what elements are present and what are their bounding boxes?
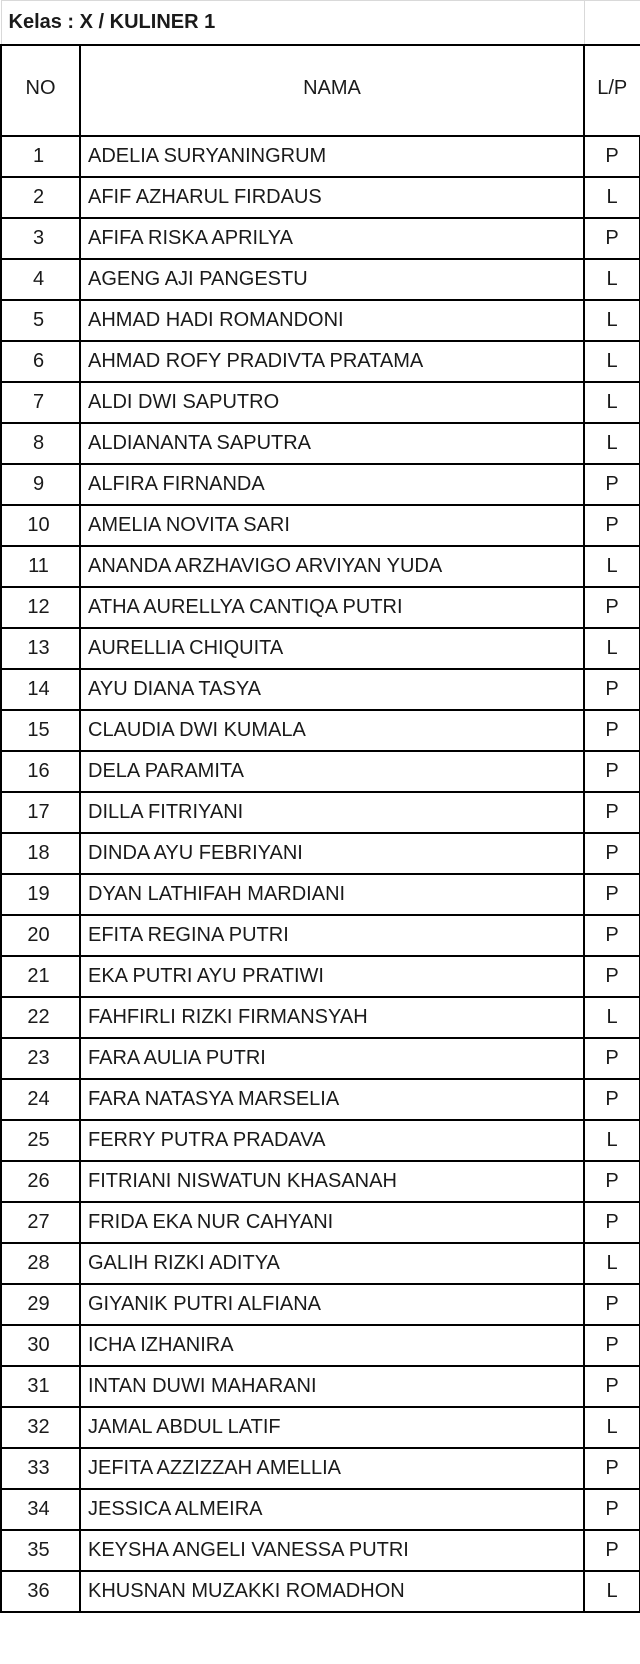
table-row: [1, 1489, 640, 1530]
cell-lp[interactable]: L: [584, 423, 640, 464]
cell-lp[interactable]: P: [584, 505, 640, 546]
cell-no[interactable]: 35: [1, 1530, 80, 1571]
table-row: [1, 1284, 640, 1325]
cell-nama[interactable]: AFIFA RISKA APRILYA: [80, 218, 584, 259]
cell-lp[interactable]: L: [584, 1407, 640, 1448]
cell-no[interactable]: 28: [1, 1243, 80, 1284]
cell-nama[interactable]: GALIH RIZKI ADITYA: [80, 1243, 584, 1284]
cell-nama[interactable]: ALFIRA FIRNANDA: [80, 464, 584, 505]
cell-lp[interactable]: L: [584, 1243, 640, 1284]
cell-lp[interactable]: L: [584, 300, 640, 341]
cell-nama[interactable]: AGENG AJI PANGESTU: [80, 259, 584, 300]
cell-lp[interactable]: L: [584, 382, 640, 423]
table-row: [1, 1530, 640, 1571]
cell-nama[interactable]: INTAN DUWI MAHARANI: [80, 1366, 584, 1407]
table-row: [1, 628, 640, 669]
table-row: [1, 915, 640, 956]
table-row: [1, 1448, 640, 1489]
table-row: [1, 546, 640, 587]
cell-nama[interactable]: ATHA AURELLYA CANTIQA PUTRI: [80, 587, 584, 628]
cell-no[interactable]: 33: [1, 1448, 80, 1489]
cell-lp[interactable]: P: [584, 1038, 640, 1079]
column-header-lp[interactable]: L/P: [584, 45, 640, 136]
cell-nama[interactable]: FRIDA EKA NUR CAHYANI: [80, 1202, 584, 1243]
cell-nama[interactable]: EKA PUTRI AYU PRATIWI: [80, 956, 584, 997]
table-row: [1, 710, 640, 751]
cell-no[interactable]: 16: [1, 751, 80, 792]
cell-nama[interactable]: AURELLIA CHIQUITA: [80, 628, 584, 669]
table-row: [1, 177, 640, 218]
cell-no[interactable]: 15: [1, 710, 80, 751]
cell-nama[interactable]: AHMAD HADI ROMANDONI: [80, 300, 584, 341]
cell-nama[interactable]: FERRY PUTRA PRADAVA: [80, 1120, 584, 1161]
table-row: [1, 1325, 640, 1366]
cell-lp[interactable]: P: [584, 1366, 640, 1407]
cell-nama[interactable]: DILLA FITRIYANI: [80, 792, 584, 833]
cell-no[interactable]: 18: [1, 833, 80, 874]
table-row: [1, 259, 640, 300]
cell-no[interactable]: 36: [1, 1571, 80, 1612]
cell-lp[interactable]: L: [584, 628, 640, 669]
table-row: [1, 1202, 640, 1243]
cell-nama[interactable]: KHUSNAN MUZAKKI ROMADHON: [80, 1571, 584, 1612]
cell-nama[interactable]: AYU DIANA TASYA: [80, 669, 584, 710]
class-title[interactable]: Kelas : X / KULINER 1: [1, 1, 584, 46]
cell-no[interactable]: 4: [1, 259, 80, 300]
cell-lp[interactable]: L: [584, 259, 640, 300]
cell-lp[interactable]: P: [584, 1489, 640, 1530]
table-row: [1, 1161, 640, 1202]
table-row: [1, 587, 640, 628]
cell-lp[interactable]: L: [584, 341, 640, 382]
cell-no[interactable]: 34: [1, 1489, 80, 1530]
table-row: [1, 956, 640, 997]
cell-lp[interactable]: P: [584, 956, 640, 997]
cell-nama[interactable]: JAMAL ABDUL LATIF: [80, 1407, 584, 1448]
cell-nama[interactable]: GIYANIK PUTRI ALFIANA: [80, 1284, 584, 1325]
table-row: [1, 1243, 640, 1284]
cell-nama[interactable]: AMELIA NOVITA SARI: [80, 505, 584, 546]
cell-lp[interactable]: L: [584, 1120, 640, 1161]
cell-nama[interactable]: KEYSHA ANGELI VANESSA PUTRI: [80, 1530, 584, 1571]
cell-no[interactable]: 14: [1, 669, 80, 710]
cell-lp[interactable]: P: [584, 833, 640, 874]
table-row: [1, 136, 640, 177]
cell-lp[interactable]: P: [584, 1079, 640, 1120]
cell-lp[interactable]: P: [584, 1202, 640, 1243]
cell-no[interactable]: 22: [1, 997, 80, 1038]
cell-no[interactable]: 21: [1, 956, 80, 997]
table-row: [1, 1366, 640, 1407]
cell-lp[interactable]: L: [584, 546, 640, 587]
cell-no[interactable]: 11: [1, 546, 80, 587]
cell-no[interactable]: 20: [1, 915, 80, 956]
cell-nama[interactable]: FITRIANI NISWATUN KHASANAH: [80, 1161, 584, 1202]
cell-nama[interactable]: DINDA AYU FEBRIYANI: [80, 833, 584, 874]
title-row: [1, 1, 640, 46]
cell-no[interactable]: 24: [1, 1079, 80, 1120]
cell-nama[interactable]: DYAN LATHIFAH MARDIANI: [80, 874, 584, 915]
table-row: [1, 1079, 640, 1120]
cell-no[interactable]: 1: [1, 136, 80, 177]
cell-nama[interactable]: ICHA IZHANIRA: [80, 1325, 584, 1366]
cell-lp[interactable]: P: [584, 710, 640, 751]
cell-nama[interactable]: ADELIA SURYANINGRUM: [80, 136, 584, 177]
cell-lp[interactable]: P: [584, 792, 640, 833]
cell-lp[interactable]: P: [584, 587, 640, 628]
cell-no[interactable]: 32: [1, 1407, 80, 1448]
cell-lp[interactable]: P: [584, 751, 640, 792]
table-row: [1, 1407, 640, 1448]
column-header-nama[interactable]: NAMA: [80, 45, 584, 136]
cell-no[interactable]: 5: [1, 300, 80, 341]
cell-no[interactable]: 26: [1, 1161, 80, 1202]
cell-nama[interactable]: AHMAD ROFY PRADIVTA PRATAMA: [80, 341, 584, 382]
cell-nama[interactable]: FAHFIRLI RIZKI FIRMANSYAH: [80, 997, 584, 1038]
cell-no[interactable]: 3: [1, 218, 80, 259]
table-row: [1, 464, 640, 505]
cell-lp[interactable]: P: [584, 669, 640, 710]
cell-nama[interactable]: EFITA REGINA PUTRI: [80, 915, 584, 956]
cell-no[interactable]: 25: [1, 1120, 80, 1161]
empty-cell[interactable]: [584, 1, 640, 46]
cell-nama[interactable]: AFIF AZHARUL FIRDAUS: [80, 177, 584, 218]
cell-lp[interactable]: L: [584, 1571, 640, 1612]
cell-nama[interactable]: CLAUDIA DWI KUMALA: [80, 710, 584, 751]
cell-lp[interactable]: P: [584, 1325, 640, 1366]
table-row: [1, 751, 640, 792]
cell-no[interactable]: 9: [1, 464, 80, 505]
table-row: [1, 300, 640, 341]
table-row: [1, 505, 640, 546]
table-row: [1, 669, 640, 710]
cell-no[interactable]: 13: [1, 628, 80, 669]
cell-nama[interactable]: ALDIANANTA SAPUTRA: [80, 423, 584, 464]
table-row: [1, 382, 640, 423]
table-row: [1, 341, 640, 382]
cell-nama[interactable]: JESSICA ALMEIRA: [80, 1489, 584, 1530]
cell-nama[interactable]: DELA PARAMITA: [80, 751, 584, 792]
cell-no[interactable]: 23: [1, 1038, 80, 1079]
cell-no[interactable]: 27: [1, 1202, 80, 1243]
cell-lp[interactable]: P: [584, 464, 640, 505]
cell-lp[interactable]: P: [584, 874, 640, 915]
cell-no[interactable]: 30: [1, 1325, 80, 1366]
cell-lp[interactable]: L: [584, 997, 640, 1038]
table-row: [1, 1120, 640, 1161]
table-row: [1, 218, 640, 259]
table-row: [1, 423, 640, 464]
cell-no[interactable]: 17: [1, 792, 80, 833]
cell-no[interactable]: 8: [1, 423, 80, 464]
cell-lp[interactable]: P: [584, 1530, 640, 1571]
cell-nama[interactable]: FARA NATASYA MARSELIA: [80, 1079, 584, 1120]
cell-no[interactable]: 31: [1, 1366, 80, 1407]
table-row: [1, 997, 640, 1038]
cell-lp[interactable]: P: [584, 136, 640, 177]
header-row: [1, 45, 640, 136]
cell-nama[interactable]: ALDI DWI SAPUTRO: [80, 382, 584, 423]
table-row: [1, 792, 640, 833]
table-row: [1, 1571, 640, 1612]
cell-lp[interactable]: P: [584, 915, 640, 956]
cell-no[interactable]: 19: [1, 874, 80, 915]
cell-no[interactable]: 29: [1, 1284, 80, 1325]
cell-lp[interactable]: P: [584, 218, 640, 259]
cell-no[interactable]: 10: [1, 505, 80, 546]
cell-no[interactable]: 7: [1, 382, 80, 423]
column-header-no[interactable]: NO: [1, 45, 80, 136]
table-row: [1, 1038, 640, 1079]
cell-lp[interactable]: P: [584, 1448, 640, 1489]
cell-nama[interactable]: JEFITA AZZIZZAH AMELLIA: [80, 1448, 584, 1489]
cell-lp[interactable]: P: [584, 1284, 640, 1325]
table-row: [1, 874, 640, 915]
cell-nama[interactable]: FARA AULIA PUTRI: [80, 1038, 584, 1079]
cell-lp[interactable]: P: [584, 1161, 640, 1202]
table-row: [1, 833, 640, 874]
cell-no[interactable]: 6: [1, 341, 80, 382]
cell-no[interactable]: 12: [1, 587, 80, 628]
cell-lp[interactable]: L: [584, 177, 640, 218]
cell-nama[interactable]: ANANDA ARZHAVIGO ARVIYAN YUDA: [80, 546, 584, 587]
cell-no[interactable]: 2: [1, 177, 80, 218]
